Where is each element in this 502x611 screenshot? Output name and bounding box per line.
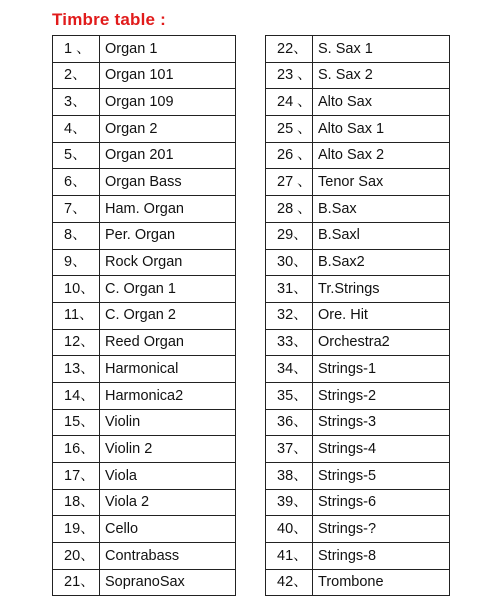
table-row <box>266 382 450 409</box>
timbre-name: Organ 109 <box>100 89 236 116</box>
table-row <box>266 302 450 329</box>
timbre-name: Strings-2 <box>313 382 450 409</box>
timbre-name: Alto Sax <box>313 89 450 116</box>
table-row <box>53 382 236 409</box>
timbre-name: Violin 2 <box>100 436 236 463</box>
timbre-name: S. Sax 1 <box>313 36 450 63</box>
timbre-number: 10、 <box>53 276 100 303</box>
timbre-number: 33、 <box>266 329 313 356</box>
table-row <box>266 436 450 463</box>
timbre-number: 39、 <box>266 489 313 516</box>
timbre-number: 18、 <box>53 489 100 516</box>
table-row <box>53 543 236 570</box>
timbre-name: Harmonica2 <box>100 382 236 409</box>
table-row <box>266 489 450 516</box>
timbre-name: Rock Organ <box>100 249 236 276</box>
timbre-name: Organ 1 <box>100 36 236 63</box>
timbre-name: S. Sax 2 <box>313 62 450 89</box>
table-row <box>266 463 450 490</box>
timbre-number: 36、 <box>266 409 313 436</box>
table-row <box>53 569 236 596</box>
timbre-name: B.Saxl <box>313 222 450 249</box>
timbre-number: 41、 <box>266 543 313 570</box>
timbre-name: Per. Organ <box>100 222 236 249</box>
timbre-table-right <box>265 35 450 596</box>
timbre-name: Ham. Organ <box>100 196 236 223</box>
page-title: Timbre table : <box>52 10 166 29</box>
table-row <box>266 222 450 249</box>
table-row <box>53 62 236 89</box>
timbre-name: Strings-6 <box>313 489 450 516</box>
table-row <box>53 89 236 116</box>
timbre-name: Contrabass <box>100 543 236 570</box>
timbre-number: 7、 <box>53 196 100 223</box>
table-row <box>266 543 450 570</box>
table-row <box>53 516 236 543</box>
table-row <box>53 196 236 223</box>
timbre-number: 25 、 <box>266 116 313 143</box>
table-row <box>266 196 450 223</box>
timbre-number: 14、 <box>53 382 100 409</box>
timbre-name: Alto Sax 1 <box>313 116 450 143</box>
table-row <box>266 142 450 169</box>
timbre-name: Strings-3 <box>313 409 450 436</box>
timbre-number: 24 、 <box>266 89 313 116</box>
table-row <box>53 463 236 490</box>
timbre-number: 3、 <box>53 89 100 116</box>
table-row <box>266 89 450 116</box>
table-row <box>266 36 450 63</box>
timbre-name: Organ 2 <box>100 116 236 143</box>
table-row <box>266 329 450 356</box>
timbre-number: 35、 <box>266 382 313 409</box>
timbre-name: Cello <box>100 516 236 543</box>
table-row <box>53 142 236 169</box>
timbre-name: Reed Organ <box>100 329 236 356</box>
timbre-number: 17、 <box>53 463 100 490</box>
timbre-number: 1 、 <box>53 36 100 63</box>
table-row <box>266 249 450 276</box>
table-row <box>53 329 236 356</box>
table-row <box>53 116 236 143</box>
timbre-number: 40、 <box>266 516 313 543</box>
timbre-name: B.Sax2 <box>313 249 450 276</box>
timbre-number: 6、 <box>53 169 100 196</box>
timbre-number: 42、 <box>266 569 313 596</box>
timbre-number: 32、 <box>266 302 313 329</box>
table-row <box>53 409 236 436</box>
timbre-number: 23 、 <box>266 62 313 89</box>
timbre-number: 8、 <box>53 222 100 249</box>
table-row <box>266 116 450 143</box>
table-row <box>266 569 450 596</box>
timbre-number: 5、 <box>53 142 100 169</box>
timbre-name: Alto Sax 2 <box>313 142 450 169</box>
table-row <box>53 169 236 196</box>
timbre-number: 20、 <box>53 543 100 570</box>
timbre-number: 11、 <box>53 302 100 329</box>
timbre-number: 26 、 <box>266 142 313 169</box>
timbre-name: Strings-? <box>313 516 450 543</box>
table-row <box>266 356 450 383</box>
timbre-number: 31、 <box>266 276 313 303</box>
table-row <box>53 276 236 303</box>
table-row <box>266 516 450 543</box>
table-row <box>53 36 236 63</box>
timbre-name: Harmonical <box>100 356 236 383</box>
timbre-number: 28 、 <box>266 196 313 223</box>
timbre-number: 19、 <box>53 516 100 543</box>
timbre-name: Viola 2 <box>100 489 236 516</box>
table-row <box>53 249 236 276</box>
table-row <box>53 436 236 463</box>
timbre-number: 34、 <box>266 356 313 383</box>
timbre-name: Orchestra2 <box>313 329 450 356</box>
table-row <box>53 222 236 249</box>
timbre-name: Strings-8 <box>313 543 450 570</box>
timbre-number: 38、 <box>266 463 313 490</box>
timbre-name: Viola <box>100 463 236 490</box>
timbre-table-left <box>52 35 236 596</box>
timbre-number: 29、 <box>266 222 313 249</box>
timbre-number: 22、 <box>266 36 313 63</box>
timbre-number: 13、 <box>53 356 100 383</box>
timbre-number: 21、 <box>53 569 100 596</box>
timbre-name: B.Sax <box>313 196 450 223</box>
timbre-number: 27 、 <box>266 169 313 196</box>
timbre-name: Ore. Hit <box>313 302 450 329</box>
timbre-name: Strings-5 <box>313 463 450 490</box>
timbre-number: 37、 <box>266 436 313 463</box>
table-row <box>266 62 450 89</box>
timbre-name: Organ Bass <box>100 169 236 196</box>
timbre-number: 4、 <box>53 116 100 143</box>
timbre-name: Trombone <box>313 569 450 596</box>
timbre-name: Violin <box>100 409 236 436</box>
timbre-name: Organ 101 <box>100 62 236 89</box>
timbre-number: 2、 <box>53 62 100 89</box>
timbre-name: Strings-1 <box>313 356 450 383</box>
timbre-number: 9、 <box>53 249 100 276</box>
timbre-name: Strings-4 <box>313 436 450 463</box>
table-row <box>266 409 450 436</box>
timbre-number: 16、 <box>53 436 100 463</box>
timbre-name: Tr.Strings <box>313 276 450 303</box>
timbre-name: Organ 201 <box>100 142 236 169</box>
timbre-number: 15、 <box>53 409 100 436</box>
timbre-name: C. Organ 2 <box>100 302 236 329</box>
timbre-name: SopranoSax <box>100 569 236 596</box>
timbre-number: 30、 <box>266 249 313 276</box>
timbre-number: 12、 <box>53 329 100 356</box>
timbre-name: C. Organ 1 <box>100 276 236 303</box>
table-row <box>266 276 450 303</box>
table-row <box>53 302 236 329</box>
table-row <box>266 169 450 196</box>
table-row <box>53 356 236 383</box>
table-row <box>53 489 236 516</box>
timbre-name: Tenor Sax <box>313 169 450 196</box>
